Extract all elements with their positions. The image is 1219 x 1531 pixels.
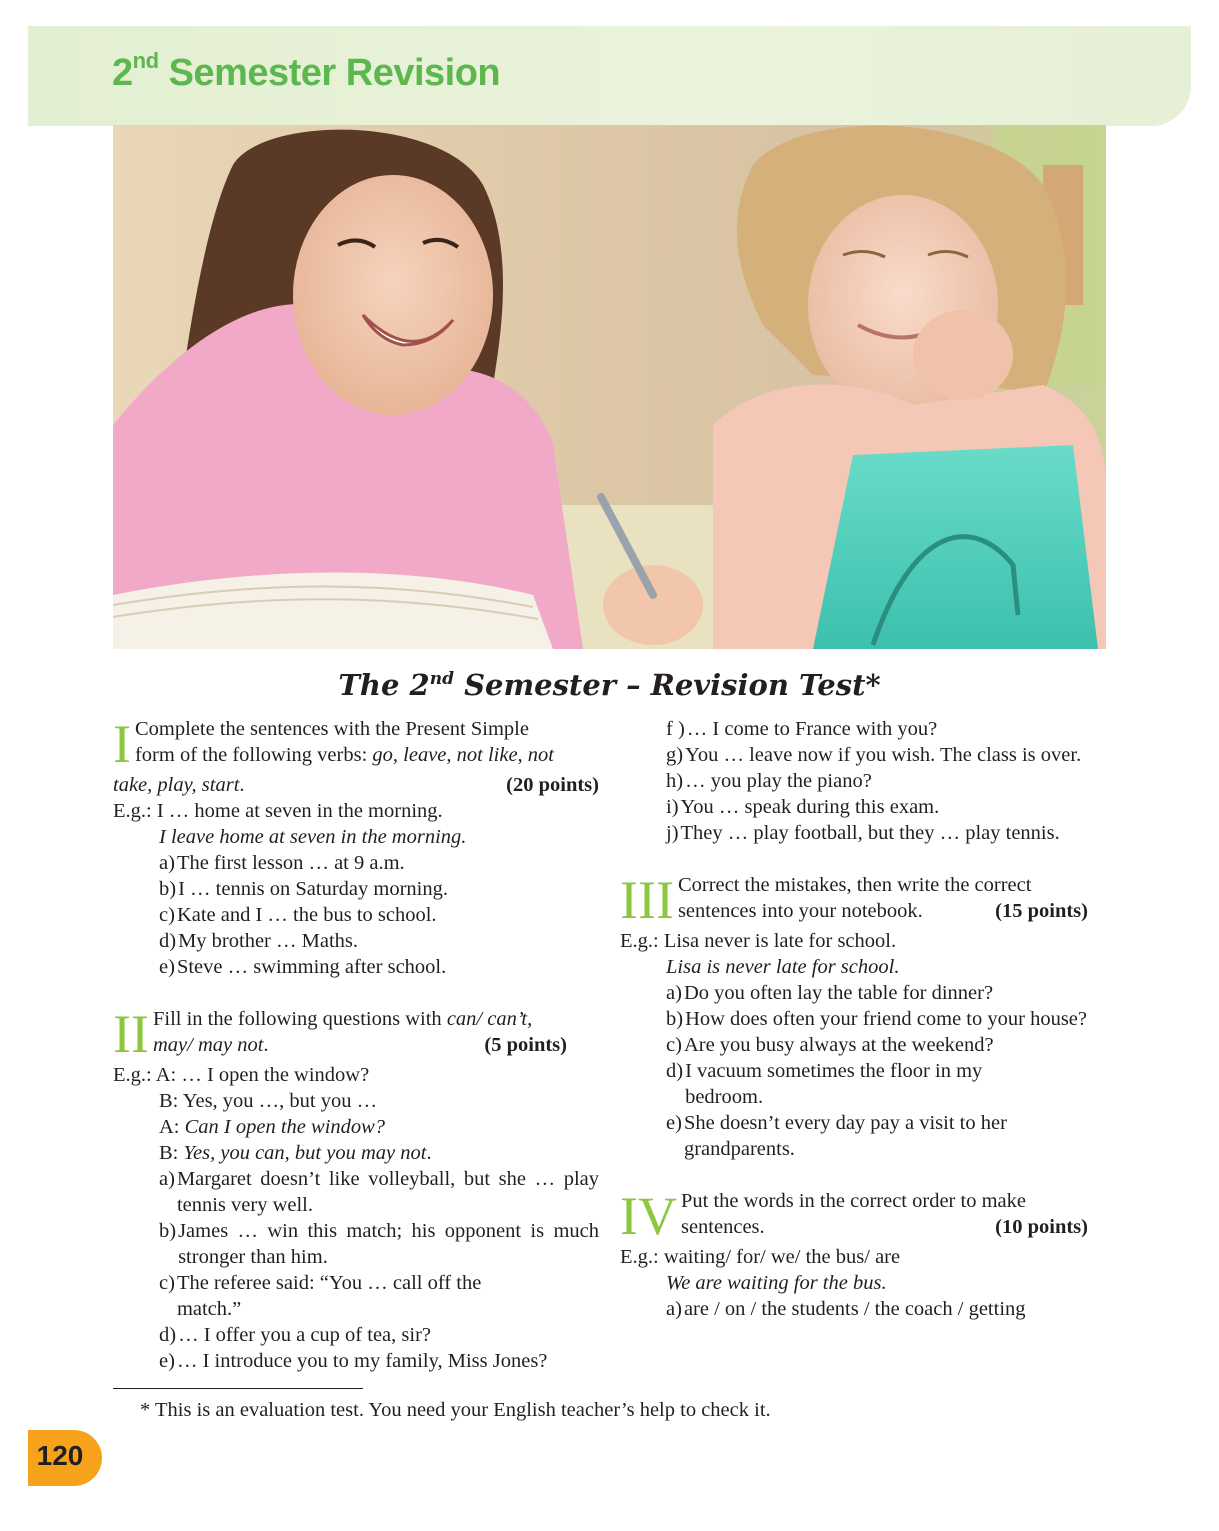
list-item <box>620 1032 1106 1058</box>
list-item <box>113 876 599 902</box>
item-text: … I come to France with you? <box>686 718 938 740</box>
list-item <box>113 850 599 876</box>
item-label: d) <box>159 1324 177 1346</box>
exercise-4-instruction-line2: sentences. <box>680 1216 765 1238</box>
exercise-4-number: IV <box>620 1186 677 1246</box>
item-text: They … play football, but they … play tennis. <box>680 822 1060 844</box>
list-item <box>620 1058 1106 1110</box>
item-text: I … tennis on Saturday morning. <box>178 878 448 900</box>
item-text: I vacuum sometimes the floor in my bedroom. <box>685 1060 983 1108</box>
list-item <box>113 928 599 954</box>
title-sup: nd <box>132 48 159 73</box>
exercise-3-instruction-line2: sentences into your notebook. <box>677 900 923 922</box>
list-item <box>113 1322 599 1348</box>
item-text: Kate and I … the bus to school. <box>176 904 437 926</box>
title-prefix: 2 <box>112 52 133 94</box>
exercise-2-dot: . <box>263 1034 269 1056</box>
item-text: … you play the piano? <box>685 770 872 792</box>
list-item <box>620 820 1106 846</box>
item-text: How does often your friend come to your house? <box>685 1008 1088 1030</box>
exercise-2-answer-b: Yes, you can, but you may not <box>183 1142 427 1164</box>
right-column <box>620 716 1106 1322</box>
exercise-2-answer-a-label: A: <box>159 1116 185 1138</box>
item-label: c) <box>666 1034 682 1056</box>
exercise-2-points: (5 points) <box>484 1034 567 1056</box>
test-title-prefix: The 2 <box>338 668 430 702</box>
item-label: b) <box>159 878 177 900</box>
exercise-3-example-answer: Lisa is never late for school. <box>666 956 900 978</box>
exercise-1-instruction-line1: Complete the sentences with the Present Simple <box>134 718 529 740</box>
exercise-1-example-answer: I leave home at seven in the morning. <box>159 826 467 848</box>
item-text: … I introduce you to my family, Miss Jones? <box>176 1350 548 1372</box>
exercise-2-answer-a: Can I open the window? <box>184 1116 386 1138</box>
item-text: … I offer you a cup of tea, sir? <box>178 1324 432 1346</box>
exercise-2-example-a: E.g.: A: … I open the window? <box>113 1064 370 1086</box>
exercise-1-instruction-line2: form of the following verbs: <box>134 744 373 766</box>
list-item <box>620 794 1106 820</box>
exercise-2-example-b: B: Yes, you …, but you … <box>159 1090 378 1112</box>
list-item <box>620 768 1106 794</box>
item-text: Do you often lay the table for dinner? <box>683 982 994 1004</box>
item-label: i) <box>666 796 679 818</box>
item-text: Are you busy always at the weekend? <box>683 1034 994 1056</box>
exercise-4-points: (10 points) <box>995 1216 1088 1238</box>
item-text: Margaret doesn’t like volleyball, but she … play tennis very well. <box>176 1168 599 1216</box>
exercise-3-instruction-line1: Correct the mistakes, then write the correct <box>677 874 1032 896</box>
item-text: You … leave now if you wish. The class is over. <box>685 744 1082 766</box>
list-item <box>113 1218 599 1270</box>
exercise-3-example: E.g.: Lisa never is late for school. <box>620 930 897 952</box>
exercise-1-points: (20 points) <box>506 774 599 796</box>
item-label: c) <box>159 1272 175 1294</box>
item-label: a) <box>159 852 175 874</box>
list-item <box>113 902 599 928</box>
list-item <box>113 954 599 980</box>
item-label: b) <box>666 1008 684 1030</box>
exercise-4-example-answer: We are waiting for the bus. <box>666 1272 887 1294</box>
item-text: You … speak during this exam. <box>680 796 940 818</box>
exercise-4-instruction-line1: Put the words in the correct order to make <box>680 1190 1026 1212</box>
item-label: e) <box>159 956 175 978</box>
page-title <box>112 48 501 95</box>
title-rest: Semester Revision <box>158 52 501 94</box>
item-label: h) <box>666 770 684 792</box>
item-label: f ) <box>666 718 685 740</box>
item-label: g) <box>666 744 684 766</box>
exercise-2-number: II <box>113 1004 149 1064</box>
list-item <box>620 716 1106 742</box>
exercise-1-verbs-cont: take, play, start <box>113 774 240 796</box>
item-label: j) <box>666 822 679 844</box>
item-label: d) <box>159 930 177 952</box>
exercise-4-heading <box>620 1186 1106 1246</box>
list-item <box>620 1110 1106 1162</box>
item-text: James … win this match; his opponent is much stronger than him. <box>178 1220 599 1268</box>
item-label: e) <box>666 1112 682 1134</box>
exercise-2-modals: can/ can’t, <box>446 1008 533 1030</box>
item-label: e) <box>159 1350 175 1372</box>
item-label: b) <box>159 1220 177 1242</box>
left-column <box>113 716 599 1374</box>
item-text: She doesn’t every day pay a visit to her grandparents. <box>683 1112 1007 1160</box>
exercise-1-dot: . <box>239 774 245 796</box>
item-label: c) <box>159 904 175 926</box>
girls-studying-photo <box>113 125 1106 649</box>
exercise-3-number: III <box>620 870 674 930</box>
exercise-3-points: (15 points) <box>995 900 1088 922</box>
test-title <box>113 668 1106 702</box>
list-item <box>113 1166 599 1218</box>
exercise-1-heading <box>113 716 599 798</box>
list-item <box>113 1348 599 1374</box>
item-text: are / on / the students / the coach / getting <box>683 1298 1026 1320</box>
item-label: a) <box>159 1168 175 1190</box>
item-text: The referee said: “You … call off the match.” <box>176 1272 482 1320</box>
exercise-1-example: E.g.: I … home at seven in the morning. <box>113 800 443 822</box>
exercise-2-answer-b-label: B: <box>159 1142 184 1164</box>
item-text: My brother … Maths. <box>178 930 359 952</box>
list-item <box>620 1006 1106 1032</box>
list-item <box>620 1296 1106 1322</box>
list-item <box>113 1270 599 1322</box>
footnote-divider <box>113 1388 363 1389</box>
list-item <box>620 980 1106 1006</box>
item-text: The first lesson … at 9 a.m. <box>176 852 405 874</box>
exercise-4-example: E.g.: waiting/ for/ we/ the bus/ are <box>620 1246 901 1268</box>
exercise-2-heading <box>113 1004 599 1064</box>
exercise-1-number: I <box>113 714 131 774</box>
exercise-2-answer-dot: . <box>426 1142 432 1164</box>
item-text: Steve … swimming after school. <box>176 956 447 978</box>
exercise-2-instruction: Fill in the following questions with <box>152 1008 447 1030</box>
exercise-3-heading <box>620 870 1106 930</box>
exercise-1-verbs: go, leave, not like, not <box>372 744 555 766</box>
page-number: 120 <box>36 1440 84 1471</box>
exercise-2-modals-cont: may/ may not <box>152 1034 264 1056</box>
list-item <box>620 742 1106 768</box>
test-title-rest: Semester – Revision Test* <box>453 668 881 702</box>
item-label: a) <box>666 1298 682 1320</box>
item-label: a) <box>666 982 682 1004</box>
item-label: d) <box>666 1060 684 1082</box>
test-title-sup: nd <box>429 669 454 689</box>
footnote: * This is an evaluation test. You need your English teacher’s help to check it. <box>140 1399 771 1421</box>
